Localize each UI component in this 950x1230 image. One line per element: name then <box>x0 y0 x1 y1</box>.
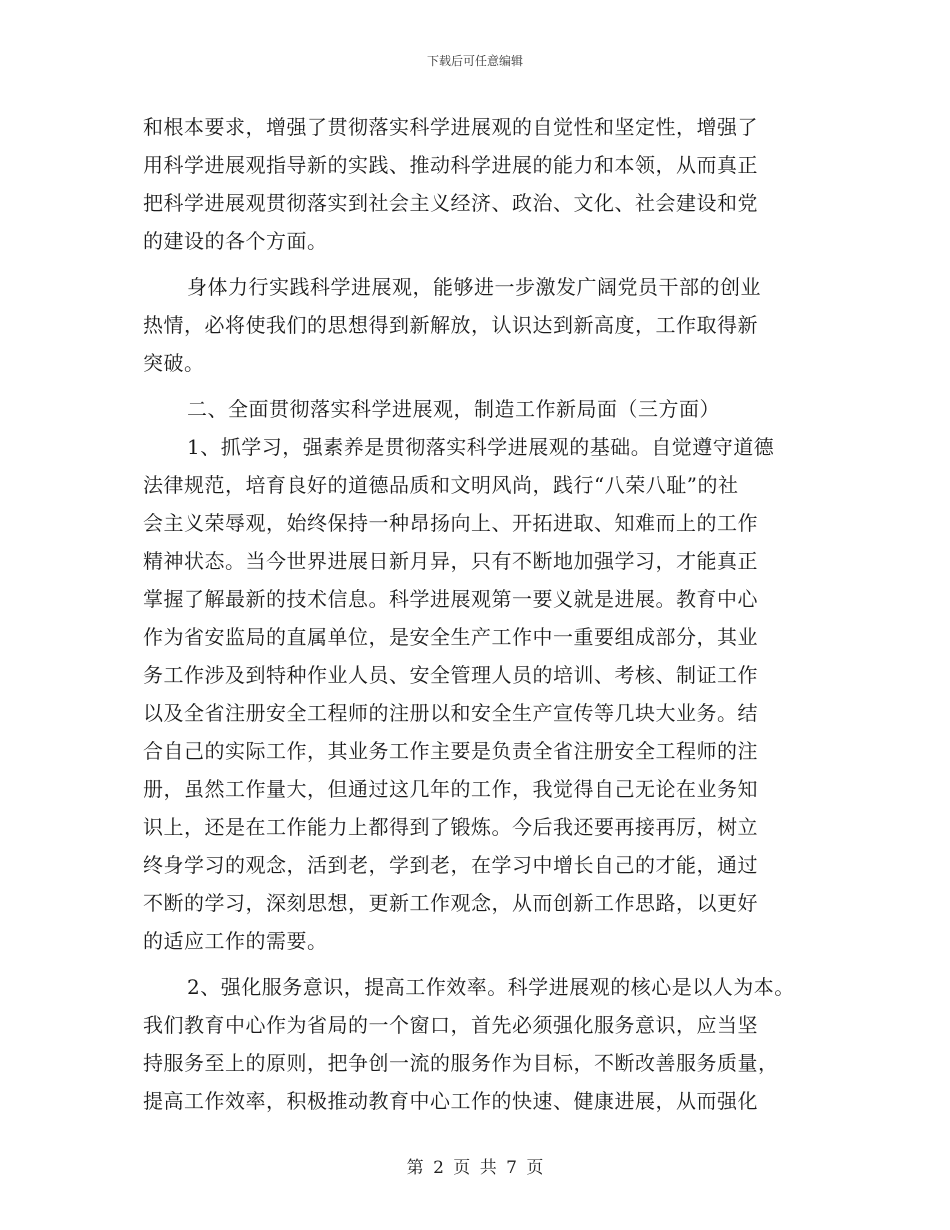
text-line: 提高工作效率，积极推动教育中心工作的快速、健康进展，从而强化 <box>143 1089 758 1113</box>
text-line: 识上，还是在工作能力上都得到了锻炼。今后我还要再接再厉，树立 <box>143 815 758 839</box>
text-line: 热情，必将使我们的思想得到新解放，认识达到新高度，工作取得新 <box>143 313 758 337</box>
text-line: 以及全省注册安全工程师的注册以和安全生产宣传等几块大业务。结 <box>143 701 758 725</box>
text-line: 的建设的各个方面。 <box>143 229 328 253</box>
text-line: 突破。 <box>143 351 205 375</box>
paragraph <box>143 268 823 382</box>
text-line: 册，虽然工作量大，但通过这几年的工作，我觉得自己无论在业务知 <box>143 777 758 801</box>
text-line: 不断的学习，深刻思想，更新工作观念，从而创新工作思路，以更好 <box>143 891 758 915</box>
text-line: 用科学进展观指导新的实践、推动科学进展的能力和本领，从而真正 <box>143 153 758 177</box>
page-header-note: 下载后可任意编辑 <box>426 54 523 68</box>
text-line: 身体力行实践科学进展观，能够进一步激发广阔党员干部的创业 <box>187 275 761 299</box>
paragraph <box>143 428 823 960</box>
text-line: 二、全面贯彻落实科学进展观，制造工作新局面（三方面） <box>187 397 720 421</box>
text-line: 终身学习的观念，活到老，学到老，在学习中增长自己的才能，通过 <box>143 853 758 877</box>
section-heading <box>143 390 823 428</box>
text-line: 我们教育中心作为省局的一个窗口，首先必须强化服务意识，应当坚 <box>143 1013 758 1037</box>
text-line: 务工作涉及到特种作业人员、安全管理人员的培训、考核、制证工作 <box>143 663 758 687</box>
paragraph <box>143 108 823 260</box>
text-line: 把科学进展观贯彻落实到社会主义经济、政治、文化、社会建设和党 <box>143 191 758 215</box>
text-line: 作为省安监局的直属单位，是安全生产工作中一重要组成部分，其业 <box>143 625 758 649</box>
text-line: 持服务至上的原则，把争创一流的服务作为目标，不断改善服务质量， <box>143 1051 779 1075</box>
text-line: 1、抓学习，强素养是贯彻落实科学进展观的基础。自觉遵守道德 <box>187 435 775 459</box>
text-line: 合自己的实际工作，其业务工作主要是负责全省注册安全工程师的注 <box>143 739 758 763</box>
text-line: 法律规范，培育良好的道德品质和文明风尚，践行“八荣八耻”的社 <box>143 473 739 497</box>
text-line: 和根本要求，增强了贯彻落实科学进展观的自觉性和坚定性，增强了 <box>143 115 758 139</box>
paragraph <box>143 968 823 1120</box>
text-line: 2、强化服务意识，提高工作效率。科学进展观的核心是以人为本。 <box>187 975 795 999</box>
document-body <box>143 108 823 1120</box>
text-line: 掌握了解最新的技术信息。科学进展观第一要义就是进展。教育中心 <box>143 587 758 611</box>
text-line: 的适应工作的需要。 <box>143 929 328 953</box>
page-number-footer: 第 2 页 共 7 页 <box>406 1158 544 1178</box>
text-line: 精神状态。当今世界进展日新月异，只有不断地加强学习，才能真正 <box>143 549 758 573</box>
text-line: 会主义荣辱观，始终保持一种昂扬向上、开拓进取、知难而上的工作 <box>143 511 758 535</box>
